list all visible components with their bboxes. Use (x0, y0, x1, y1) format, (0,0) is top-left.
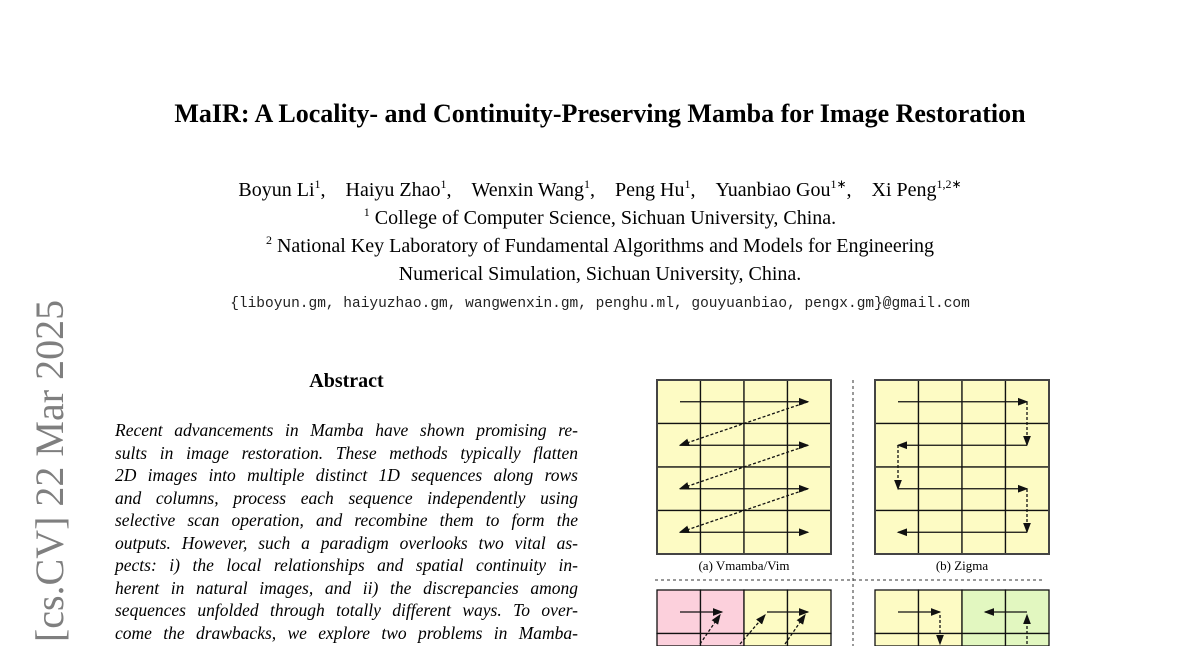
paper-title: MaIR: A Locality- and Continuity-Preserving Mamba for Image Restoration (174, 99, 1026, 128)
arxiv-stamp: [cs.CV] 22 Mar 2025 (27, 299, 72, 643)
grid-cell (744, 634, 788, 647)
author: Yuanbiao Gou (715, 179, 831, 201)
affiliation-1 (0, 207, 1200, 230)
affiliation-text: College of Computer Science, Sichuan University, China. (374, 207, 837, 229)
abstract-line: sults in image restoration. These methods typically flatten (115, 442, 578, 463)
caption-a: (a) Vmamba/Vim (698, 558, 790, 573)
affiliation-2-cont: Numerical Simulation, Sichuan University, China. (398, 263, 802, 285)
grid-cell (701, 634, 745, 647)
grid-cell (657, 634, 701, 647)
abstract-heading: Abstract (309, 370, 384, 392)
author: Wenxin Wang (471, 179, 585, 201)
author: Xi Peng (871, 179, 937, 201)
grid-cell (962, 634, 1006, 647)
grid-cell (788, 634, 832, 647)
author-affiliation-mark: 1 (684, 177, 691, 191)
grid-cell (875, 634, 919, 647)
abstract-line: sequences unfolded through totally different ways. To over- (115, 600, 578, 620)
author: Peng Hu (615, 179, 685, 201)
abstract-line: herent in natural images, and ii) the discrepancies among (115, 577, 578, 598)
affiliation-text: National Key Laboratory of Fundamental Algorithms and Models for Engineering (276, 235, 935, 257)
author-affiliation-mark: 1 (314, 177, 321, 191)
author-affiliation-mark: 1,2∗ (936, 177, 962, 191)
abstract-body (115, 419, 578, 644)
author-emails: {liboyun.gm, haiyuzhao.gm, wangwenxin.gm, penghu.ml, gouyuanbiao, pengx.gm}@gmail.com (230, 296, 970, 312)
author-list: Boyun Li$^1$, Haiyu Zhao$^1$, Wenxin Wang$^1$, Peng Hu$^1$, Yuanbiao Gou$^{1∗}$, Xi Peng$^{1,2∗}$ (238, 177, 962, 201)
abstract-line: come the drawbacks, we explore two problems in Mamba- (115, 622, 578, 643)
grid-cell (1006, 634, 1050, 647)
abstract-line: Recent advancements in Mamba have shown promising re- (115, 420, 578, 440)
affiliation-mark: 2 (265, 233, 272, 247)
abstract-line: 2D images into multiple distinct 1D sequences along rows (115, 465, 578, 485)
author-affiliation-mark: 1 (440, 177, 447, 191)
abstract-line: and columns, process each sequence independently using (115, 487, 578, 508)
author-affiliation-mark: 1∗ (830, 177, 847, 191)
author: Boyun Li (238, 179, 315, 201)
abstract-line: selective scan operation, and recombine them to form the (115, 510, 578, 530)
author-affiliation-mark: 1 (584, 177, 591, 191)
affiliation-2 (0, 235, 1200, 258)
caption-b: (b) Zigma (935, 558, 989, 573)
abstract-line: outputs. However, such a paradigm overlooks two vital as- (115, 532, 578, 553)
author: Haiyu Zhao (345, 179, 441, 201)
abstract-line: pects: i) the local relationships and spatial continuity in- (115, 555, 578, 575)
scan-figure (640, 370, 1060, 646)
affiliation-mark: 1 (363, 205, 370, 219)
